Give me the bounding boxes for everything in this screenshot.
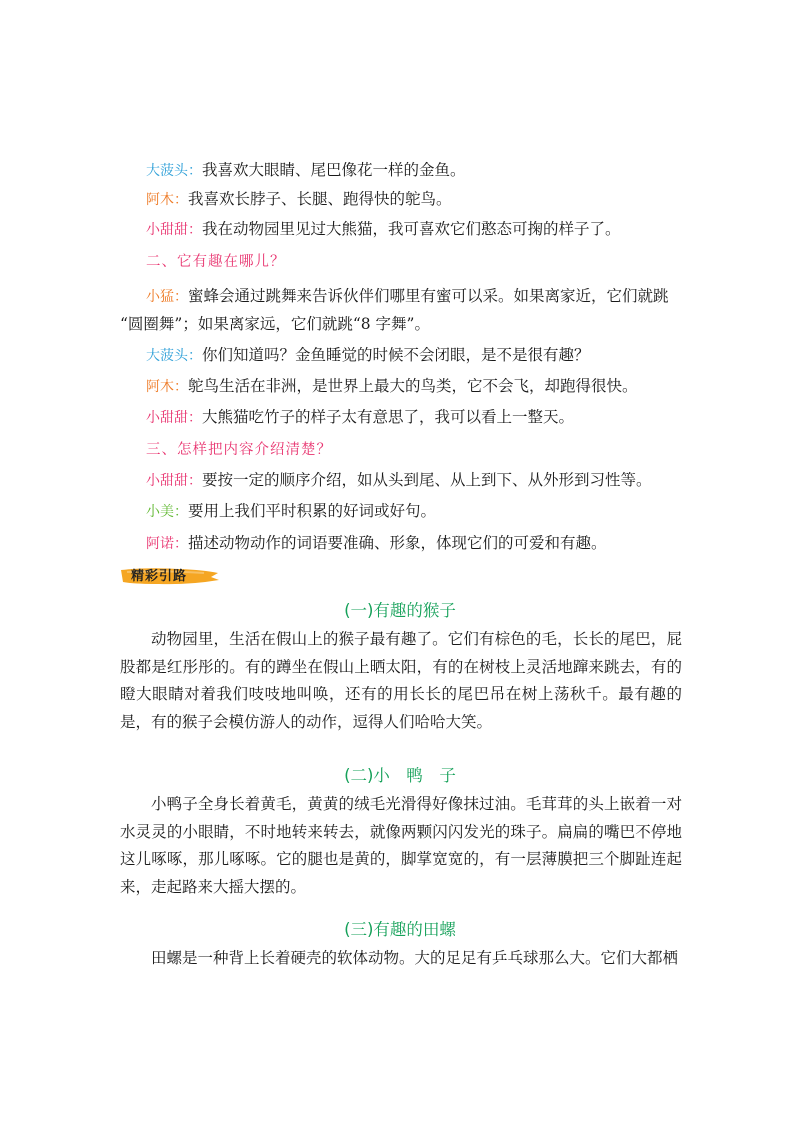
- dialogue-line: [146, 286, 669, 307]
- speaker-label: 小甜甜：: [146, 222, 202, 238]
- dialogue-text: 大熊猫吃竹子的样子太有意思了，我可以看上一整天。: [202, 408, 575, 426]
- speaker-label: 阿木：: [146, 379, 188, 395]
- passage-title: (三)有趣的田螺: [344, 920, 456, 939]
- speaker-label: 大菠头：: [146, 348, 202, 364]
- speaker-label: 小甜甜：: [146, 410, 202, 426]
- dialogue-line: [146, 189, 452, 210]
- speaker-label: 小猛：: [146, 289, 188, 305]
- dialogue-text: 我在动物园里见过大熊猫，我可喜欢它们憨态可掬的样子了。: [202, 220, 621, 238]
- banner-label: 精彩引路: [131, 569, 188, 584]
- speaker-label: 小美：: [146, 504, 188, 520]
- dialogue-text: 你们知道吗？金鱼睡觉的时候不会闭眼，是不是很有趣？: [202, 346, 590, 364]
- dialogue-line: [120, 314, 430, 334]
- speaker-label: 小甜甜：: [146, 473, 202, 489]
- passage-body: 田螺是一种背上长着硬壳的软体动物。大的足足有乒乓球那么大。它们大都栖: [151, 949, 679, 967]
- dialogue-text: 我喜欢大眼睛、尾巴像花一样的金鱼。: [202, 161, 466, 179]
- section-heading: 二、它有趣在哪儿？: [146, 254, 286, 270]
- dialogue-line: [146, 160, 466, 181]
- dialogue-text: 我喜欢长脖子、长腿、跑得快的鸵鸟。: [188, 190, 452, 208]
- section-heading: 三、怎样把内容介绍清楚？: [146, 442, 332, 458]
- dialogue-text: 描述动物动作的词语要准确、形象，体现它们的可爱和有趣。: [188, 534, 607, 552]
- dialogue-text: 要按一定的顺序介绍，如从头到尾、从上到下、从外形到习性等。: [202, 471, 652, 489]
- speaker-label: 阿木：: [146, 192, 188, 208]
- passage-body: 动物园里，生活在假山上的猴子最有趣了。它们有棕色的毛，长长的尾巴，屁股都是红彤彤的。有的蹲坐在假山上晒太阳，有的在树枝上灵活地蹿来跳去，有的瞪大眼睛对着我们吱吱地叫唤，还有的用长长的尾巴吊在树上荡秋千。最有趣的是，有的猴子会模仿游人的动作，逗得人们哈哈大笑。: [120, 630, 682, 731]
- speaker-label: 阿诺：: [146, 536, 188, 552]
- dialogue-text: “圆圈舞”；如果离家远，它们就跳“8 字舞”。: [120, 315, 430, 333]
- dialogue-line: [146, 533, 607, 554]
- speaker-label: 大菠头：: [146, 163, 202, 179]
- dialogue-line: [146, 376, 638, 397]
- passage-body: 小鸭子全身长着黄毛，黄黄的绒毛光滑得好像抹过油。毛茸茸的头上嵌着一对水灵灵的小眼睛，不时地转来转去，就像两颗闪闪发光的珠子。扁扁的嘴巴不停地这儿啄啄，那儿啄啄。它的腿也是黄的，脚掌宽宽的，有一层薄膜把三个脚趾连起来，走起路来大摇大摆的。: [120, 795, 682, 896]
- dialogue-line: [146, 501, 436, 522]
- dialogue-text: 鸵鸟生活在非洲，是世界上最大的鸟类，它不会飞，却跑得很快。: [188, 377, 638, 395]
- dialogue-line: [146, 470, 652, 491]
- passage-title: (一)有趣的猴子: [344, 601, 456, 620]
- dialogue-line: [146, 407, 574, 428]
- passage-title: (二)小 鸭 子: [344, 766, 456, 785]
- dialogue-text: 蜜蜂会通过跳舞来告诉伙伴们哪里有蜜可以采。如果离家近，它们就跳: [188, 287, 669, 305]
- dialogue-text: 要用上我们平时积累的好词或好句。: [188, 502, 437, 520]
- dialogue-line: [146, 219, 621, 240]
- dialogue-line: [146, 345, 590, 366]
